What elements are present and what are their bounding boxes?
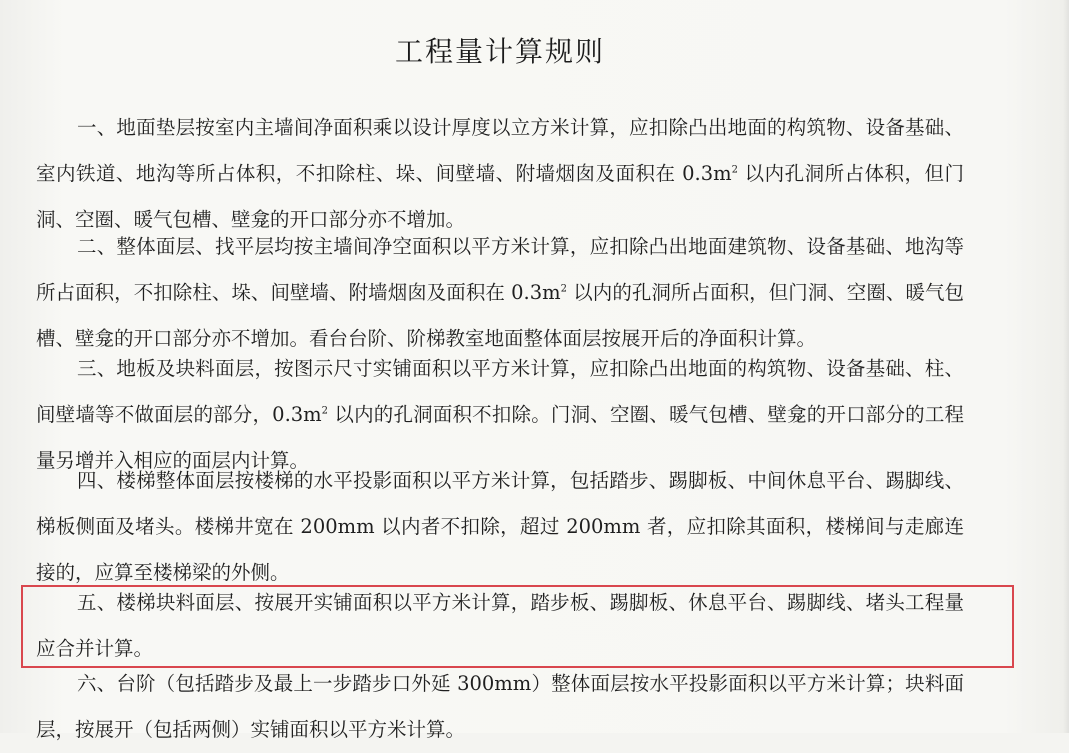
paragraph-2 (36, 224, 964, 362)
document-title: 工程量计算规则 (394, 35, 605, 68)
paragraph-1 (36, 105, 964, 243)
paragraph-text-segment: 五、楼梯块料面层、按展开实铺面积以平方米计算，踏步板、踢脚板、休息平台、踢脚线、堵头工程量应合并计算。 (36, 591, 964, 660)
scan-shadow-edge (1063, 0, 1069, 733)
paragraph-text-segment: 三、地板及块料面层，按图示尺寸实铺面积以平方米计算，应扣除凸出地面的构筑物、设备基础、柱、间壁墙等不做面层的部分，0.3m (36, 357, 964, 426)
paragraph-6 (36, 661, 964, 753)
superscript-exponent: 2 (560, 283, 568, 295)
paragraph-text-segment: 四、楼梯整体面层按楼梯的水平投影面积以平方米计算，包括踏步、踢脚板、中间休息平台、踢脚线、梯板侧面及堵头。楼梯井宽在 200mm 以内者不扣除，超过 200mm 者，应扣除其面积，楼梯间与走廊连接的，应算至楼梯梁的外侧。 (36, 469, 964, 584)
highlight-rectangle (21, 585, 1014, 668)
paragraph-text-segment: 二、整体面层、找平层均按主墙间净空面积以平方米计算，应扣除凸出地面建筑物、设备基础、地沟等所占面积，不扣除柱、垛、间壁墙、附墙烟囱及面积在 0.3m (36, 235, 964, 304)
superscript-exponent: 2 (321, 405, 329, 417)
paragraph-text-segment: 一、地面垫层按室内主墙间净面积乘以设计厚度以立方米计算，应扣除凸出地面的构筑物、设备基础、室内铁道、地沟等所占体积，不扣除柱、垛、间壁墙、附墙烟囱及面积在 0.3m (36, 116, 964, 185)
superscript-exponent: 2 (731, 164, 738, 176)
paragraph-text-segment: 六、台阶（包括踏步及最上一步踏步口外延 300mm）整体面层按水平投影面积以平方米计算；块料面层，按展开（包括两侧）实铺面积以平方米计算。 (36, 672, 964, 741)
paragraph-text-segment: 以内的孔洞所占面积，但门洞、空圈、暖气包槽、壁龛的开口部分亦不增加。看台台阶、阶梯教室地面整体面层按展开后的净面积计算。 (36, 281, 964, 350)
paragraph-text-segment: 以内的孔洞面积不扣除。门洞、空圈、暖气包槽、壁龛的开口部分的工程量另增并入相应的面层内计算。 (36, 403, 964, 472)
paragraph-4 (36, 458, 964, 596)
paragraph-text-segment: 以内孔洞所占体积，但门洞、空圈、暖气包槽、壁龛的开口部分亦不增加。 (36, 162, 965, 231)
